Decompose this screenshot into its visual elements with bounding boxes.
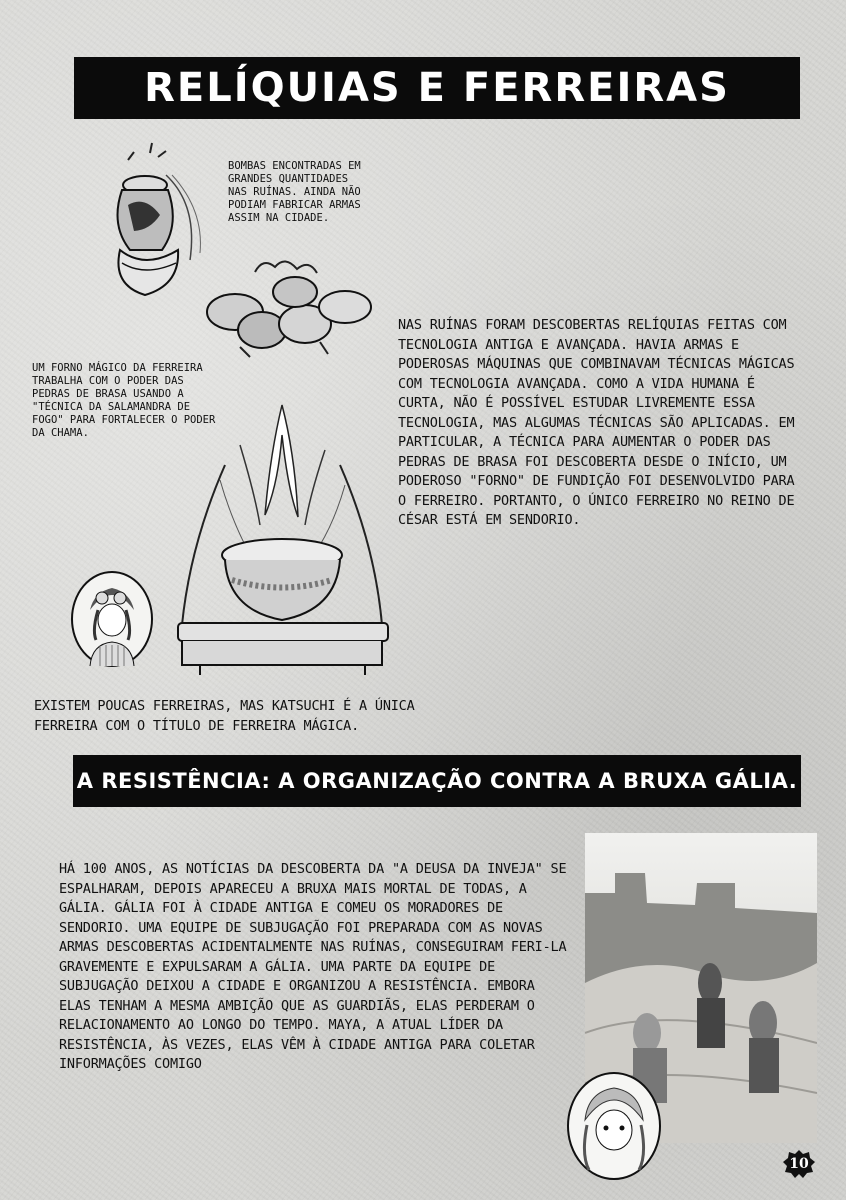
section-title-resistance: A RESISTÊNCIA: A ORGANIZAÇÃO CONTRA A BRUXA GÁLIA. [76, 769, 798, 793]
title-banner [74, 57, 800, 119]
relics-paragraph: NAS RUÍNAS FORAM DESCOBERTAS RELÍQUIAS FEITAS COM TECNOLOGIA ANTIGA E AVANÇADA. HAVIA ARMAS E PODEROSAS MÁQUINAS QUE COMBINAVAM TÉCNICAS MÁGICAS COM TECNOLOGIA AVANÇADA. COMO A VIDA HUMANA É CURTA, NÃO É POSSÍVEL ESTUDAR LIVREMENTE ESSA TECNOLOGIA, MAS ALGUMAS TÉCNICAS SÃO APLICADAS. EM PARTICULAR, A TÉCNICA PARA AUMENTAR O PODER DAS PEDRAS DE BRASA FOI DESCOBERTA DESDE O INÍCIO, UM PODEROSO "FORNO" DE FUNDIÇÃO FOI DESENVOLVIDO PARA O FERREIRO. PORTANTO, O ÚNICO FERREIRO NO REINO DE CÉSAR ESTÁ EM SENDORIO. [398, 317, 795, 528]
page-number: 10 [789, 1156, 809, 1172]
resistance-paragraph: HÁ 100 ANOS, AS NOTÍCIAS DA DESCOBERTA DA "A DEUSA DA INVEJA" SE ESPALHARAM, DEPOIS APARECEU A BRUXA MAIS MORTAL DE TODAS, A GÁLIA. GÁLIA FOI À CIDADE ANTIGA E COMEU OS MORADORES DE SENDORIO. UMA EQUIPE DE SUBJUGAÇÃO FOI PREPARADA COM AS NOVAS ARMAS DESCOBERTAS ACIDENTALMENTE NAS RUÍNAS, CONSEGUIRAM FERI-LA GRAVEMENTE E EXPULSARAM A GÁLIA. UMA PARTE DA EQUIPE DE SUBJUGAÇÃO DEIXOU A CIDADE E ORGANIZOU A RESISTÊNCIA. EMBORA ELAS TENHAM A MESMA AMBIÇÃO QUE AS GUARDIÃS, ELAS PERDERAM O RELACIONAMENTO AO LONGO DO TEMPO. MAYA, A ATUAL LÍDER DA RESISTÊNCIA, ÀS VEZES, ELAS VÊM À CIDADE ANTIGA PARA COLETAR INFORMAÇÕES COMIGO [59, 861, 567, 1072]
furnace-illustration [170, 395, 395, 680]
page-title: RELÍQUIAS E FERREIRAS [144, 65, 730, 111]
bomb-pile-illustration [200, 252, 380, 362]
katsuchi-portrait [70, 570, 154, 668]
page-number-badge [782, 1149, 816, 1179]
bombs-caption: BOMBAS ENCONTRADAS EM GRANDES QUANTIDADES NAS RUÍNAS. AINDA NÃO PODIAM FABRICAR ARMAS ASSIM NA CIDADE. [228, 160, 361, 224]
katsuchi-caption: EXISTEM POUCAS FERREIRAS, MAS KATSUCHI É A ÚNICA FERREIRA COM O TÍTULO DE FERREIRA MÁGICA. [34, 698, 415, 734]
section-banner-resistance [73, 755, 801, 807]
furnace-caption: UM FORNO MÁGICO DA FERREIRA TRABALHA COM O PODER DAS PEDRAS DE BRASA USANDO A "TÉCNICA DA SALAMANDRA DE FOGO" PARA FORTALECER O PODER DA CHAMA. [32, 362, 216, 439]
maya-portrait [565, 1070, 663, 1182]
